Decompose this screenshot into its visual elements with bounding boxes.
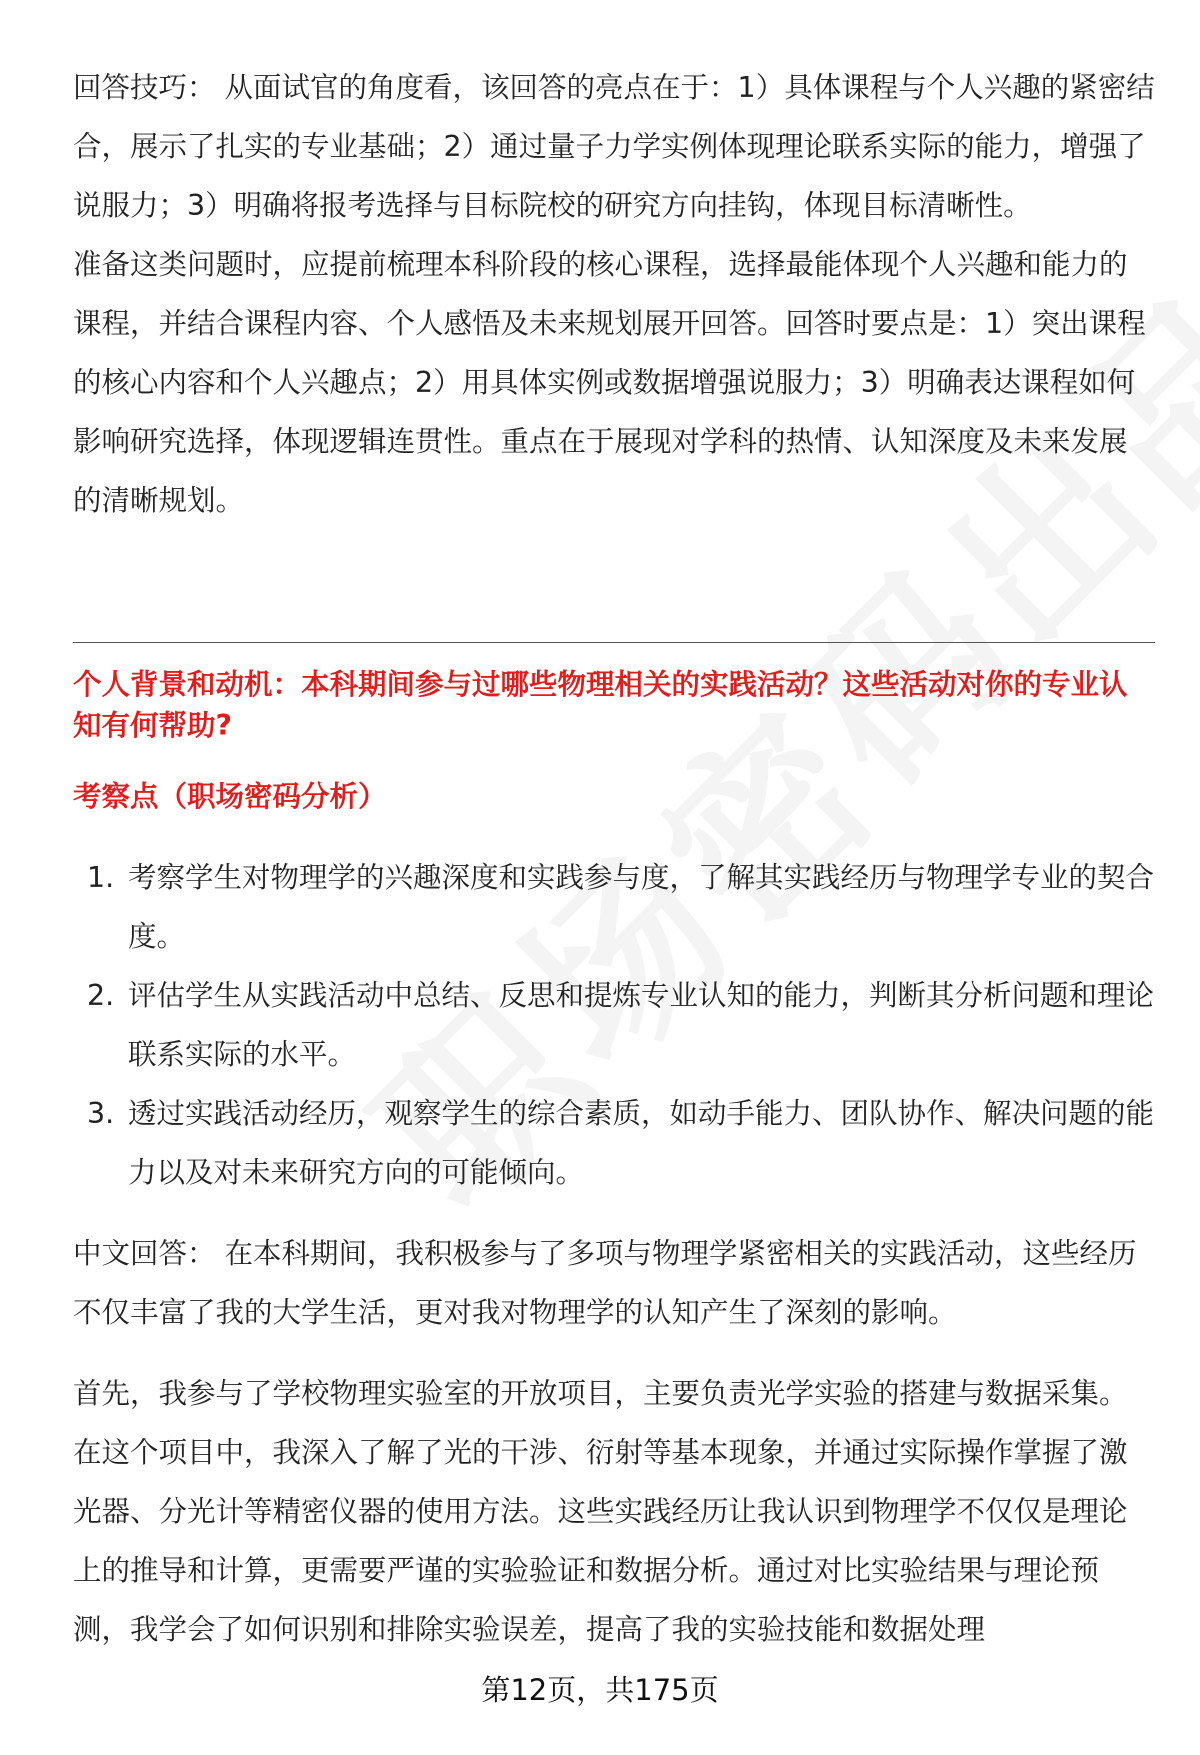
prep-advice-paragraph: 准备这类问题时，应提前梳理本科阶段的核心课程，选择最能体现个人兴趣和能力的课程，并结合课程内容、个人感悟及未来规划展开回答。回答时要点是：1）突出课程的核心内容和个人兴趣点；2）用具体实例或数据增强说服力；3）明确表达课程如何影响研究选择，体现逻辑连贯性。重点在于展现对学科的热情、认知深度及未来发展的清晰规划。	[73, 248, 1146, 517]
list-item: 1. 考察学生对物理学的兴趣深度和实践参与度，了解其实践经历与物理学专业的契合度。	[87, 861, 1155, 953]
page-number: 第12页，共175页	[481, 1673, 719, 1707]
question-section	[73, 664, 1155, 1659]
answer-intro-paragraph: 中文回答： 在本科期间，我积极参与了多项与物理学紧密相关的实践活动，这些经历不仅丰富了我的大学生活，更对我对物理学的认知产生了深刻的影响。	[73, 1237, 1137, 1329]
points-list	[73, 848, 1155, 1202]
answer-tip-paragraph: 回答技巧： 从面试官的角度看，该回答的亮点在于：1）具体课程与个人兴趣的紧密结合，展示了扎实的专业基础；2）通过量子力学实例体现理论联系实际的能力，增强了说服力；3）明确将报考选择与目标院校的研究方向挂钩，体现目标清晰性。	[73, 71, 1155, 222]
section-divider	[73, 642, 1155, 643]
points-heading: 考察点（职场密码分析）	[73, 780, 387, 813]
answer-paragraph-1: 首先，我参与了学校物理实验室的开放项目，主要负责光学实验的搭建与数据采集。在这个项目中，我深入了解了光的干涉、衍射等基本现象，并通过实际操作掌握了激光器、分光计等精密仪器的使用方法。这些实践经历让我认识到物理学不仅仅是理论上的推导和计算，更需要严谨的实验验证和数据分析。通过对比实验结果与理论预测，我学会了如何识别和排除实验误差，提高了我的实验技能和数据处理	[73, 1377, 1128, 1646]
document-body	[73, 58, 1155, 530]
list-item: 2. 评估学生从实践活动中总结、反思和提炼专业认知的能力，判断其分析问题和理论联系实际的水平。	[87, 979, 1155, 1071]
question-heading: 个人背景和动机：本科期间参与过哪些物理相关的实践活动？这些活动对你的专业认知有何帮助?	[73, 668, 1128, 742]
list-item: 3. 透过实践活动经历，观察学生的综合素质，如动手能力、团队协作、解决问题的能力以及对未来研究方向的可能倾向。	[87, 1097, 1155, 1189]
